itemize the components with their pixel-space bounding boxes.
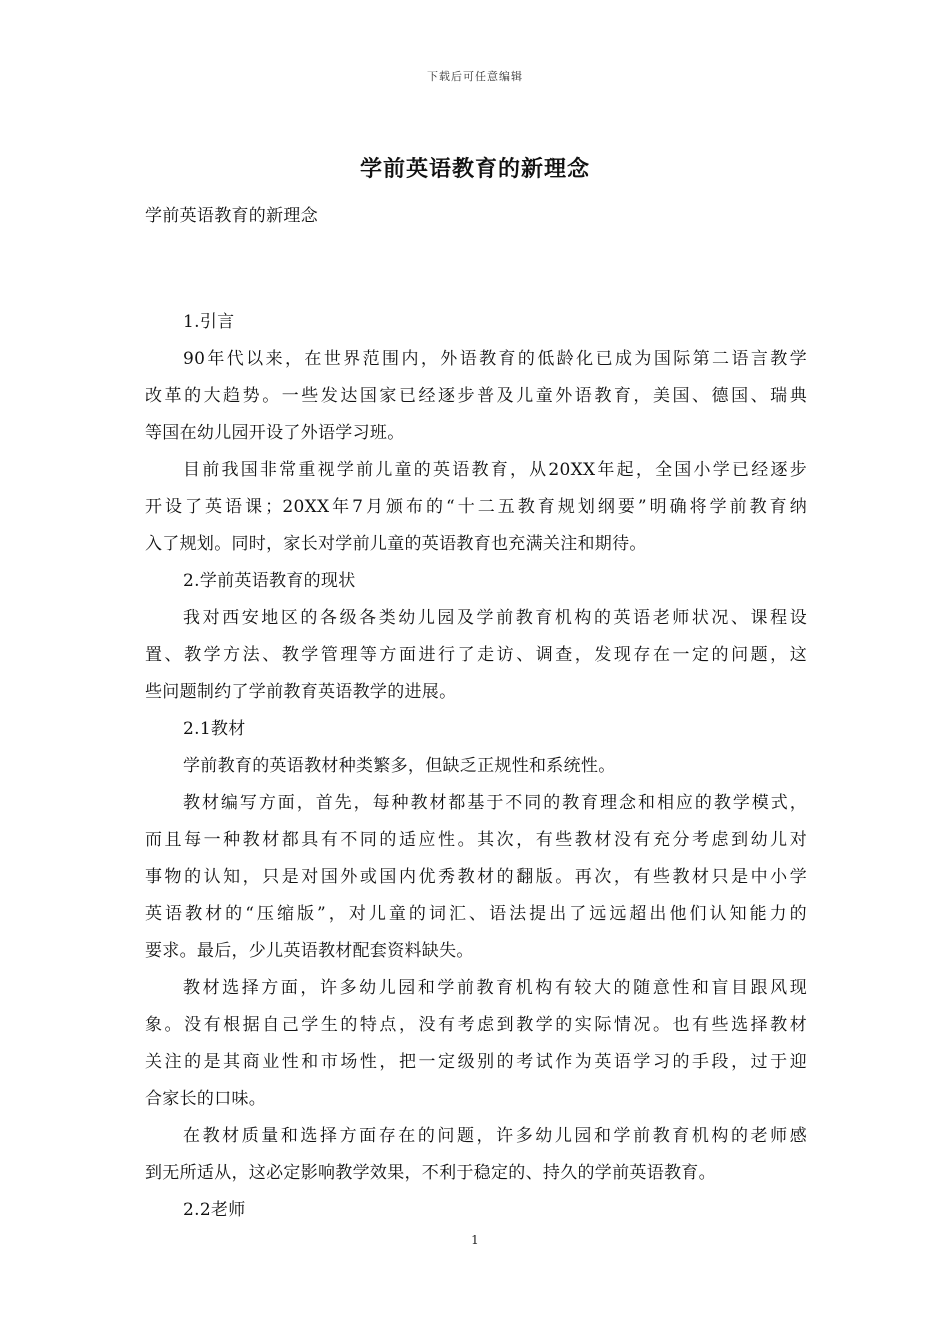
text-line: 要求。最后，少儿英语教材配套资料缺失。	[145, 941, 474, 961]
text-line: 学前教育的英语教材种类繁多，但缺乏正规性和系统性。	[183, 756, 616, 776]
text-line: 1.引言	[183, 312, 235, 332]
text-line: 到无所适从，这必定影响教学效果，不利于稳定的、持久的学前英语教育。	[145, 1163, 716, 1183]
text-line: 合家长的口味。	[145, 1089, 267, 1109]
text-line: 目前我国非常重视学前儿童的英语教育，从20XX年起，全国小学已经逐步	[183, 460, 807, 480]
text-line: 而且每一种教材都具有不同的适应性。其次，有些教材没有充分考虑到幼儿对	[145, 830, 807, 850]
text-line: 90年代以来，在世界范围内，外语教育的低龄化已成为国际第二语言教学	[183, 349, 807, 369]
text-line: 等国在幼儿园开设了外语学习班。	[145, 423, 405, 443]
text-line: 事物的认知，只是对国外或国内优秀教材的翻版。再次，有些教材只是中小学	[145, 867, 807, 887]
header-note: 下载后可任意编辑	[427, 70, 523, 83]
text-line: 2.2老师	[183, 1200, 246, 1220]
text-line: 学前英语教育的新理念	[145, 206, 318, 226]
text-line: 入了规划。同时，家长对学前儿童的英语教育也充满关注和期待。	[145, 534, 647, 554]
text-line: 教材编写方面，首先，每种教材都基于不同的教育理念和相应的教学模式，	[183, 793, 807, 813]
text-line: 改革的大趋势。一些发达国家已经逐步普及儿童外语教育，美国、德国、瑞典	[145, 386, 807, 406]
blank-line	[145, 251, 807, 288]
document-body	[145, 198, 807, 1229]
text-line: 2.1教材	[183, 719, 246, 739]
text-line: 关注的是其商业性和市场性，把一定级别的考试作为英语学习的手段，过于迎	[145, 1052, 807, 1072]
text-line: 象。没有根据自己学生的特点，没有考虑到教学的实际情况。也有些选择教材	[145, 1015, 807, 1035]
text-line: 我对西安地区的各级各类幼儿园及学前教育机构的英语老师状况、课程设	[183, 608, 807, 628]
text-line: 教材选择方面，许多幼儿园和学前教育机构有较大的随意性和盲目跟风现	[183, 978, 807, 998]
text-line: 在教材质量和选择方面存在的问题，许多幼儿园和学前教育机构的老师感	[183, 1126, 807, 1146]
text-line: 开设了英语课；20XX年7月颁布的“十二五教育规划纲要”明确将学前教育纳	[145, 497, 807, 517]
text-line: 些问题制约了学前教育英语教学的进展。	[145, 682, 457, 702]
document-title: 学前英语教育的新理念	[359, 156, 590, 182]
text-line: 2.学前英语教育的现状	[183, 571, 356, 591]
page-number: 1	[471, 1233, 479, 1247]
text-line: 英语教材的“压缩版”，对儿童的词汇、语法提出了远远超出他们认知能力的	[145, 904, 807, 924]
text-line: 置、教学方法、教学管理等方面进行了走访、调查，发现存在一定的问题，这	[145, 645, 807, 665]
